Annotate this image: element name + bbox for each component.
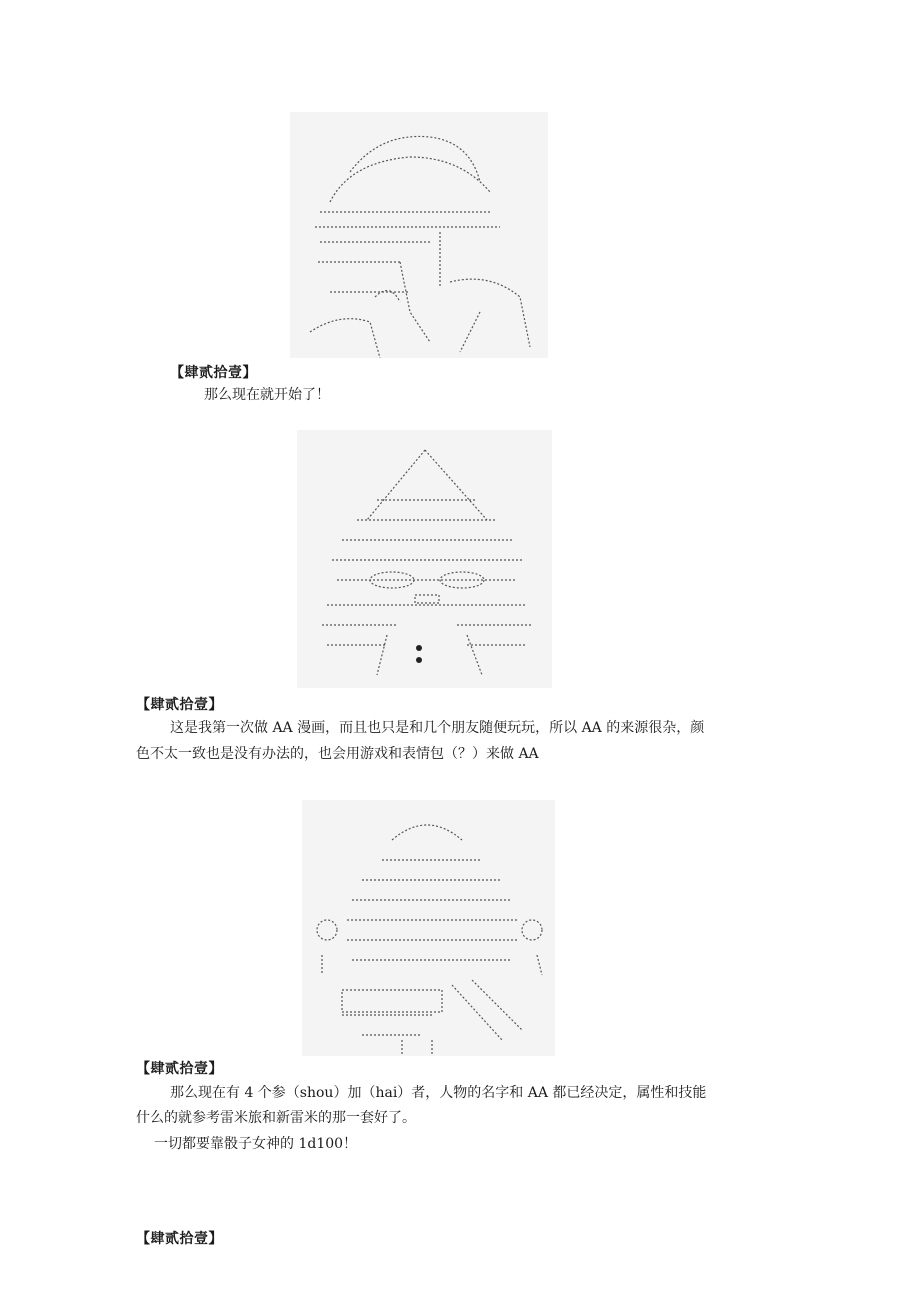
aa-illustration-3 — [302, 800, 555, 1056]
speaker-label: 【肆贰拾壹】 — [136, 1061, 223, 1077]
dialogue-line: 一切都要靠骰子女神的 1d100！ — [154, 1136, 358, 1152]
aa-illustration-2 — [297, 430, 552, 688]
dialogue-line: 什么的就参考雷米旅和新雷米的那一套好了。 — [136, 1110, 416, 1126]
speaker-label: 【肆贰拾壹】 — [170, 365, 257, 381]
dialogue-line: 这是我第一次做 AA 漫画，而且也只是和几个朋友随便玩玩，所以 AA 的来源很杂，颜 — [170, 720, 705, 736]
aa-illustration-1 — [290, 112, 548, 358]
speaker-label: 【肆贰拾壹】 — [136, 1231, 223, 1247]
dialogue-line: 色不太一致也是没有办法的，也会用游戏和表情包（？）来做 AA — [136, 746, 539, 762]
speaker-label: 【肆贰拾壹】 — [136, 697, 223, 713]
dialogue-line: 那么现在就开始了！ — [204, 387, 330, 403]
dialogue-line: 那么现在有 4 个参（shou）加（hai）者，人物的名字和 AA 都已经决定，属性和技能 — [170, 1085, 707, 1101]
